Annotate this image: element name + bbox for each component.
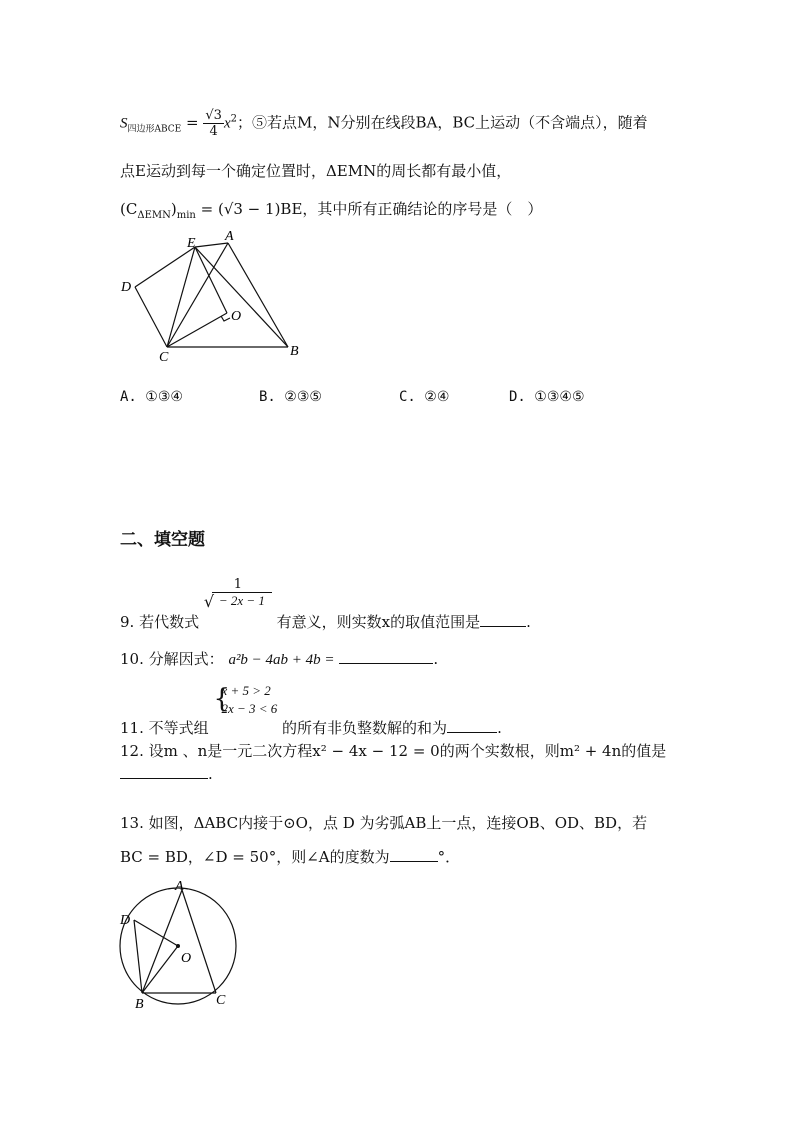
- q13-line1: 如图，ΔABC内接于⊙O，点 D 为劣弧AB上一点，连接OB、OD、BD，若: [148, 814, 648, 832]
- segment-EC: [167, 247, 195, 347]
- q9-number: 9.: [120, 613, 135, 631]
- question-11: [120, 682, 502, 737]
- question-12-line2: [120, 764, 213, 783]
- segment-AB: [228, 243, 288, 347]
- perimeter-rhs: = (√3 − 1)BE: [200, 200, 303, 218]
- q13-number: 13.: [120, 814, 144, 832]
- q12-end: .: [208, 765, 213, 783]
- center-dot: [176, 944, 180, 948]
- q10-pre: 分解因式：: [148, 650, 224, 668]
- q10-answer-blank[interactable]: [339, 649, 433, 664]
- segment-OB: [142, 946, 178, 993]
- area-subscript: 四边形ABCE: [127, 124, 182, 135]
- question-10: [120, 648, 438, 669]
- label-C: C: [159, 350, 169, 365]
- question-9: [120, 577, 531, 631]
- statement-five-text: 若点M，N分别在线段BA，BC上运动（不含端点），随着: [267, 113, 648, 132]
- fraction-sqrt3-over-4: [203, 108, 224, 139]
- area-symbol: S: [120, 115, 128, 132]
- label-D: D: [120, 913, 131, 928]
- perimeter-close: ): [170, 200, 177, 218]
- label-A: A: [175, 879, 184, 894]
- segment-DB: [134, 920, 142, 993]
- perimeter-open: (C: [120, 200, 138, 218]
- q11-answer-blank[interactable]: [447, 718, 497, 733]
- q12-answer-blank[interactable]: [120, 764, 208, 779]
- separator: ；: [237, 113, 253, 132]
- q9-frac-numerator: 1: [233, 577, 243, 592]
- min-subscript: min: [176, 210, 196, 221]
- q8-line2: 点E运动到每一个确定位置时，ΔEMN的周长都有最小值，: [120, 162, 512, 180]
- question-13-line2: [120, 846, 460, 867]
- q11-pre: 不等式组: [148, 719, 209, 737]
- segment-EO: [195, 247, 227, 313]
- q8-line1: [120, 108, 648, 148]
- label-C: C: [216, 993, 226, 1008]
- choice-D[interactable]: D. ①③④⑤: [509, 389, 585, 405]
- segment-EA: [195, 243, 228, 247]
- q9-radical-sign: √: [203, 592, 215, 611]
- q10-number: 10.: [120, 650, 144, 668]
- equals-sign: =: [186, 113, 199, 132]
- q9-pre: 若代数式: [139, 613, 200, 631]
- label-A: A: [225, 229, 234, 244]
- label-E: E: [187, 236, 196, 251]
- q9-answer-blank[interactable]: [480, 612, 526, 627]
- segment-AC: [182, 890, 216, 993]
- figure-quadrilateral: [110, 225, 310, 365]
- label-O: O: [231, 309, 242, 324]
- section-heading: 二、填空题: [120, 530, 205, 550]
- choice-A[interactable]: A. ①③④: [120, 389, 183, 405]
- q12-text: 设m 、n是一元二次方程x² − 4x − 12 = 0的两个实数根，则m² + 4n的值是: [148, 742, 667, 760]
- q9-sqrt-fraction: [204, 578, 272, 609]
- label-B: B: [290, 344, 299, 359]
- question-12: [120, 740, 666, 761]
- right-angle-mark: [221, 316, 230, 321]
- segment-EB: [195, 247, 288, 347]
- q13-answer-blank[interactable]: [390, 847, 438, 862]
- q8-line3: [120, 198, 542, 221]
- circled-five: ⑤: [252, 113, 268, 132]
- segment-AB: [142, 890, 182, 993]
- q10-end: .: [433, 650, 439, 668]
- choice-C[interactable]: C. ②④: [399, 389, 450, 405]
- exponent: 2: [230, 113, 237, 125]
- q9-post: 有意义，则实数x的取值范围是: [276, 613, 481, 631]
- label-B: B: [135, 997, 144, 1012]
- fraction-numerator: √3: [205, 108, 222, 123]
- q11-post: 的所有非负整数解的和为: [282, 719, 448, 737]
- question-prompt: ，其中所有正确结论的序号是（ ）: [302, 200, 543, 218]
- variable-x: x: [223, 115, 231, 132]
- q12-number: 12.: [120, 742, 144, 760]
- label-O: O: [181, 951, 192, 966]
- figure-circle: [115, 878, 250, 1013]
- perimeter-subscript: ΔEMN: [137, 210, 171, 221]
- segment-DC: [135, 287, 167, 347]
- question-13: [120, 812, 647, 833]
- q11-ineq1: x + 5 > 2: [221, 683, 271, 698]
- segment-CO: [167, 313, 227, 347]
- q11-ineq2: 2x − 3 < 6: [221, 701, 278, 716]
- fraction-denominator: 4: [209, 124, 218, 139]
- segment-DO: [134, 920, 178, 946]
- q11-brace: {: [213, 684, 230, 714]
- q11-number: 11.: [120, 719, 144, 737]
- choice-B[interactable]: B. ②③⑤: [259, 389, 322, 405]
- section-title: [120, 525, 205, 550]
- q10-expression: a²b − 4ab + 4b =: [228, 652, 335, 668]
- q11-system: [213, 682, 277, 718]
- q9-end: .: [526, 613, 531, 631]
- q13-end: °．: [437, 848, 461, 866]
- label-D: D: [121, 280, 132, 295]
- q13-line2: BC = BD，∠D = 50°，则∠A的度数为: [120, 848, 390, 866]
- q11-end: .: [497, 719, 502, 737]
- q9-frac-denominator: − 2x − 1: [212, 592, 272, 609]
